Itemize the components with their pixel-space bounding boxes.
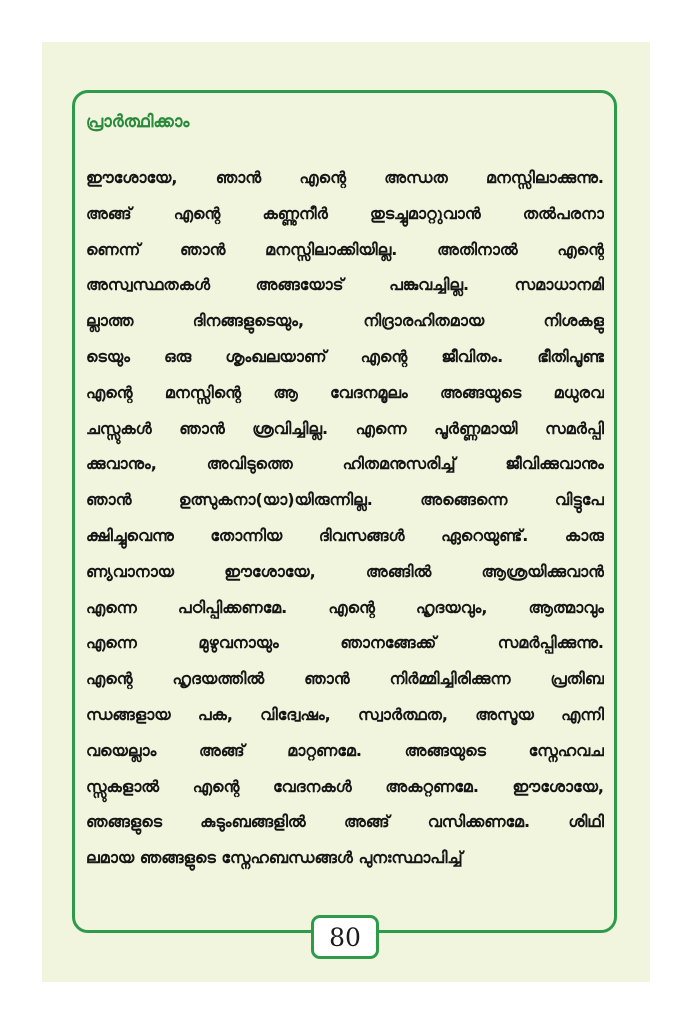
text-line: ചസ്സുകൾ ഞാൻ ശ്രവിച്ചില്ല. എന്നെ പൂർണ്ണമായി സമർപ്പി [86,418,604,438]
text-line: എന്നെ മുഴുവനായും ഞാനങ്ങേക്ക് സമർപ്പിക്കുന്നു. [86,633,604,653]
text-line: ടെയും ഒരു ശൃംഖലയാണ് എന്റെ ജീവിതം. ഭീതിപൂണ്ട [86,346,604,366]
text-line: വയെല്ലാം അങ്ങ് മാറ്റണമേ. അങ്ങയുടെ സ്നേഹവച [86,740,604,760]
text-line: ണെന്ന് ഞാൻ മനസ്സിലാക്കിയില്ല. അതിനാൽ എന്റെ [86,239,604,259]
page-number: 80 [329,922,361,952]
text-line: അങ്ങ് എന്റെ കണ്ണുനീർ തുടച്ചുമാറ്റുവാൻ തൽപരനാ [86,203,604,223]
text-line: ലമായ ഞങ്ങളുടെ സ്നേഹബന്ധങ്ങൾ പുനഃസ്ഥാപിച്ച് [86,848,463,868]
text-line: എന്നെ പഠിപ്പിക്കണമേ. എന്റെ ഹൃദയവും, ആത്മാവും [86,597,604,617]
text-line: സ്സുകളാൽ എന്റെ വേദനകൾ അകറ്റണമേ. ഈശോയേ, [86,776,604,796]
text-line: ല്ലാത്ത ദിനങ്ങളുടെയും, നിദ്രാരഹിതമായ നിശകളു [86,311,604,331]
prayer-text [86,160,604,876]
text-line: ഞങ്ങളുടെ കുടുംബങ്ങളിൽ അങ്ങ് വസിക്കണമേ. ശിഥി [86,812,604,832]
text-line: എന്റെ ഹൃദയത്തിൽ ഞാൻ നിർമ്മിച്ചിരിക്കുന്ന പ്രതിബ [86,669,604,689]
page-number-box [311,915,379,959]
text-line: ഞാൻ ഉത്സുകനാ(യാ)യിരുന്നില്ല. അങ്ങെന്നെ വിട്ടുപേ [86,490,604,510]
text-line: ന്ധങ്ങളായ പക, വിദ്വേഷം, സ്വാർത്ഥത, അസൂയ എന്നി [86,704,604,724]
text-line: ഈശോയേ, ഞാൻ എന്റെ അന്ധത മനസ്സിലാക്കുന്നു. [86,168,604,187]
text-line: ക്ഷിച്ചുവെന്നു തോന്നിയ ദിവസങ്ങൾ ഏറെയുണ്ട്. കാരു [86,525,604,545]
text-line: അസ്വസ്ഥതകൾ അങ്ങയോട് പങ്കുവച്ചില്ല. സമാധാനമി [86,275,604,295]
section-heading: പ്രാർത്ഥിക്കാം [86,112,190,132]
text-line: ണ്യവാനായ ഈശോയേ, അങ്ങിൽ ആശ്രയിക്കുവാൻ [86,561,604,581]
text-line: എന്റെ മനസ്സിന്റെ ആ വേദനമൂലം അങ്ങയുടെ മധുരവ [86,382,604,402]
text-line: ക്കുവാനും, അവിടുത്തെ ഹിതമനുസരിച്ച് ജീവിക്കുവാനും [86,454,604,474]
